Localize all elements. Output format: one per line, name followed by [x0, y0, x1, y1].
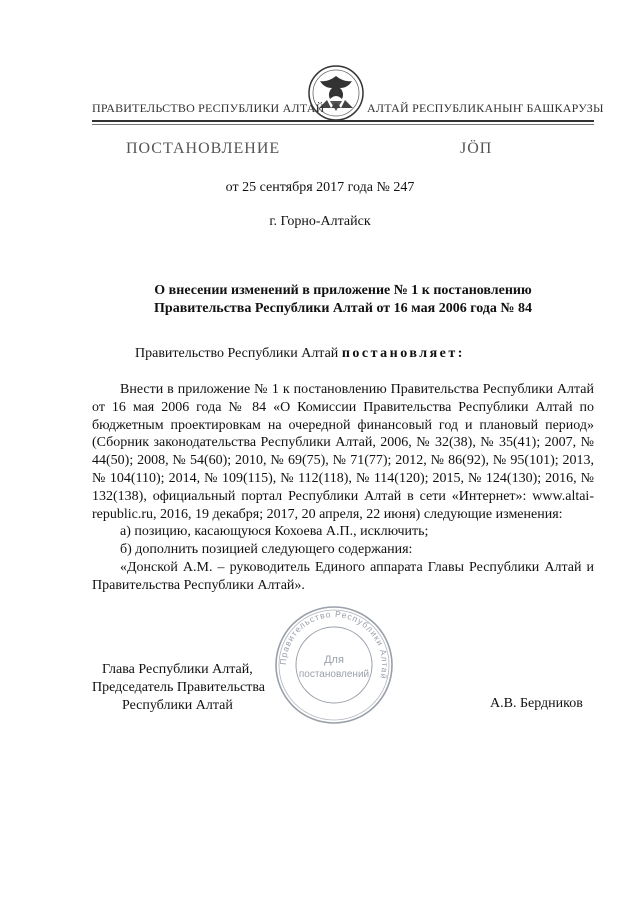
document-title — [92, 282, 594, 318]
stamp-center-line-1: Для — [324, 654, 344, 666]
header-government-alt: АЛТАЙ РЕСПУБЛИКАНЫҤ БАШКАРУЗЫ — [367, 101, 604, 115]
intro-line — [135, 346, 465, 362]
signature-line-3: Республики Алтай — [122, 697, 233, 713]
header-divider-thin — [92, 124, 594, 125]
body-paragraph: Внести в приложение № 1 к постановлению Правительства Республики Алтай от 16 мая 2006 года № 84 «О Комиссии Правительства Республики Алтай по бюджетным проектировкам на очередной финансовый год и плановый период» (Сборник законодательства Республики Алтай, 2006, № 32(38), № 35(41); 2007, № 44(50); 2008, № 54(60); 2010, № 69(75), № 71(77); 2012, № 86(92), № 95(101); 2013, № 104(110); 2014, № 109(115), № 112(118), № 114(120); 2015, № 124(130); 2016, № 132(138), официальный портал Республики Алтай в сети «Интернет»: www.altai-republic.ru, 2016, 19 декабря; 2017, 20 апреля, 22 июня) следующие изменения: — [92, 382, 594, 522]
intro-text: Правительство Республики Алтай — [135, 346, 339, 361]
body-item-b: б) дополнить позицией следующего содержания: — [120, 542, 413, 558]
document-date-number: от 25 сентября 2017 года № 247 — [225, 180, 415, 195]
signature-line-1: Глава Республики Алтай, — [102, 662, 253, 677]
title-line-2: Правительства Республики Алтай от 16 мая 2006 года № 84 — [154, 301, 532, 316]
title-line-1: О внесении изменений в приложение № 1 к постановлению — [154, 283, 532, 298]
body-item-a: а) позицию, касающуюся Кохоева А.П., исключить; — [120, 524, 429, 540]
intro-action: постановляет: — [341, 346, 465, 361]
signature-position — [92, 661, 265, 714]
decree-label-ru: ПОСТАНОВЛЕНИЕ — [126, 140, 281, 157]
stamp-center-line-2: постановлений — [298, 669, 370, 680]
stamp-ring-text: Правительство Республики Алтай — [277, 608, 391, 681]
signature-name: А.В. Бердников — [490, 696, 583, 711]
body-item-quote: «Донской А.М. – руководитель Единого аппарата Главы Республики Алтай и Правительства Республики Алтай». — [92, 559, 594, 593]
document-city: г. Горно-Алтайск — [269, 214, 371, 229]
decree-label-alt: JÖП — [460, 140, 493, 157]
signature-line-2: Председатель Правительства — [92, 679, 265, 695]
header-divider — [92, 120, 594, 122]
header-government-ru: ПРАВИТЕЛЬСТВО РЕСПУБЛИКИ АЛТАЙ — [92, 101, 325, 115]
document-body — [92, 381, 594, 595]
official-stamp-icon — [272, 603, 396, 727]
